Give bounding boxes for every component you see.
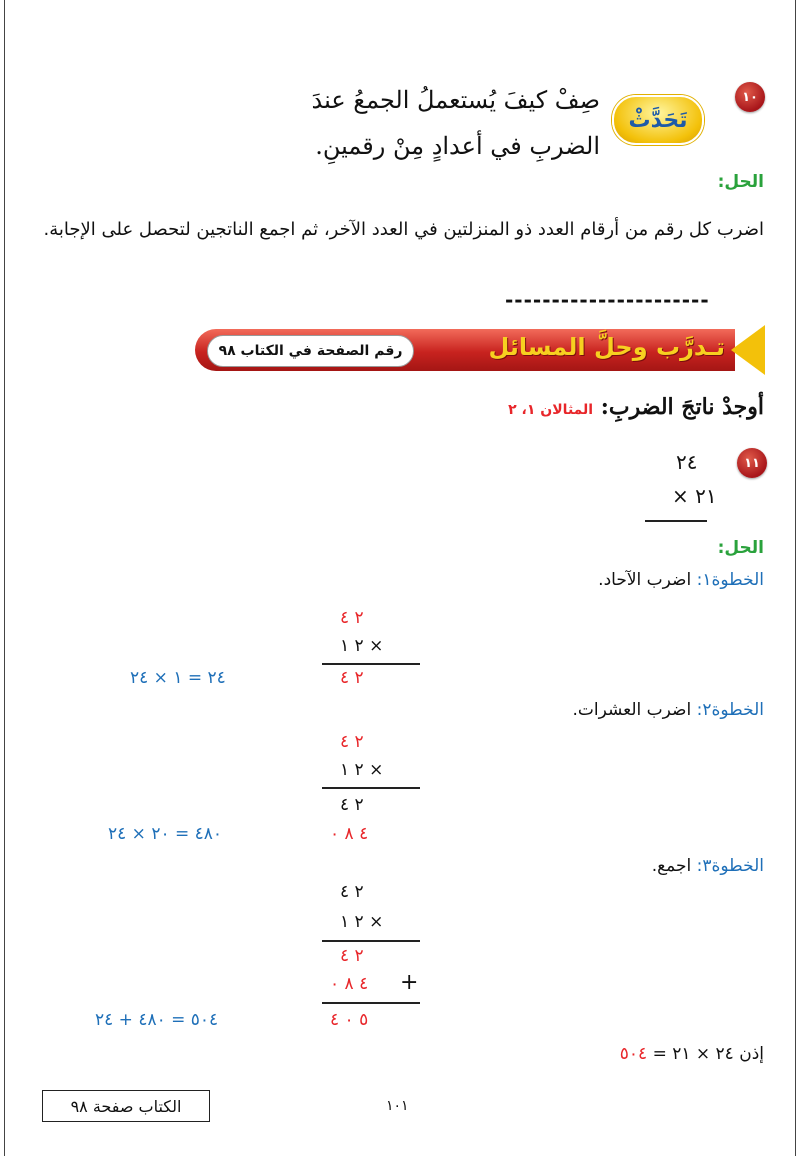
step-1-rule xyxy=(322,663,420,665)
step-3 xyxy=(652,856,764,876)
step-2-bottom: ٢ ١ × xyxy=(340,760,384,780)
step-3-result: ٥ ٠ ٤ xyxy=(330,1010,369,1030)
banner-title: تـدرَّب وحلَّ المسائل xyxy=(488,333,725,361)
step-3-text: اجمع. xyxy=(651,856,692,876)
step-2-label: الخطوة٢: xyxy=(696,700,764,720)
step-1-label: الخطوة١: xyxy=(696,570,764,590)
final-value: ٥٠٤ xyxy=(619,1044,648,1064)
solution-label: الحل: xyxy=(717,172,764,192)
final-prefix: إذن xyxy=(739,1044,764,1064)
examples-reference: المثالان ١، ٢ xyxy=(508,402,594,418)
step-2 xyxy=(572,700,764,720)
page-number: ١٠١ xyxy=(386,1098,409,1114)
banner-arrow-icon xyxy=(731,325,765,375)
question-number-badge-11: ١١ xyxy=(737,448,767,478)
step-2-rule xyxy=(322,787,420,789)
practice-banner xyxy=(195,325,765,375)
book-page-box: الكتاب صفحة ٩٨ xyxy=(42,1090,210,1122)
question-line-1: صِفْ كيفَ يُستعملُ الجمعُ عندَ xyxy=(311,86,600,114)
step-3-rule-1 xyxy=(322,940,420,942)
step-2-partial: ٢ ٤ xyxy=(340,795,364,815)
section-heading: أوجدْ ناتجَ الضربِ: المثالان ١، ٢ xyxy=(508,394,764,420)
step-2-top: ٢ ٤ xyxy=(340,732,364,752)
question-number-badge: ١٠ xyxy=(735,82,765,112)
step-3-partial-2: ٤ ٨ ٠ xyxy=(330,974,369,994)
step-1-note: ٢٤ = ١ × ٢٤ xyxy=(130,668,226,688)
answer-text: اضرب كل رقم من أرقام العدد ذو المنزلتين في العدد الآخر، ثم اجمع الناتجين لتحصل على الإجابة. xyxy=(43,219,764,240)
solution-label-11: الحل: xyxy=(717,538,764,558)
book-page-reference: رقم الصفحة في الكتاب ٩٨ xyxy=(207,335,414,367)
plus-sign: + xyxy=(400,970,419,995)
step-1-text: اضرب الآحاد. xyxy=(598,570,692,590)
separator-dashes: ---------------------- xyxy=(505,288,710,312)
step-1 xyxy=(598,570,764,590)
step-3-note: ٥٠٤ = ٤٨٠ + ٢٤ xyxy=(95,1010,219,1030)
step-1-bottom: ٢ ١ × xyxy=(340,636,384,656)
problem-top-number: ٢٤ xyxy=(676,450,698,474)
question-line-2: الضربِ في أعدادٍ مِنْ رقمينِ. xyxy=(315,132,600,160)
step-1-result: ٢ ٤ xyxy=(340,668,364,688)
step-3-top: ٢ ٤ xyxy=(340,882,364,902)
problem-rule xyxy=(645,520,707,522)
step-2-result: ٤ ٨ ٠ xyxy=(330,824,369,844)
step-1-top: ٢ ٤ xyxy=(340,608,364,628)
step-2-note: ٤٨٠ = ٢٠ × ٢٤ xyxy=(108,824,223,844)
final-answer xyxy=(620,1044,764,1064)
step-3-label: الخطوة٣: xyxy=(696,856,764,876)
talk-badge: تَحَدَّثْ xyxy=(612,95,704,145)
step-3-rule-2 xyxy=(322,1002,420,1004)
final-expression: ٢٤ × ٢١ = xyxy=(652,1044,734,1064)
step-2-text: اضرب العشرات. xyxy=(572,700,692,720)
problem-bottom-number: × ٢١ xyxy=(672,484,717,508)
step-3-partial-1: ٢ ٤ xyxy=(340,946,364,966)
step-3-bottom: ٢ ١ × xyxy=(340,912,384,932)
